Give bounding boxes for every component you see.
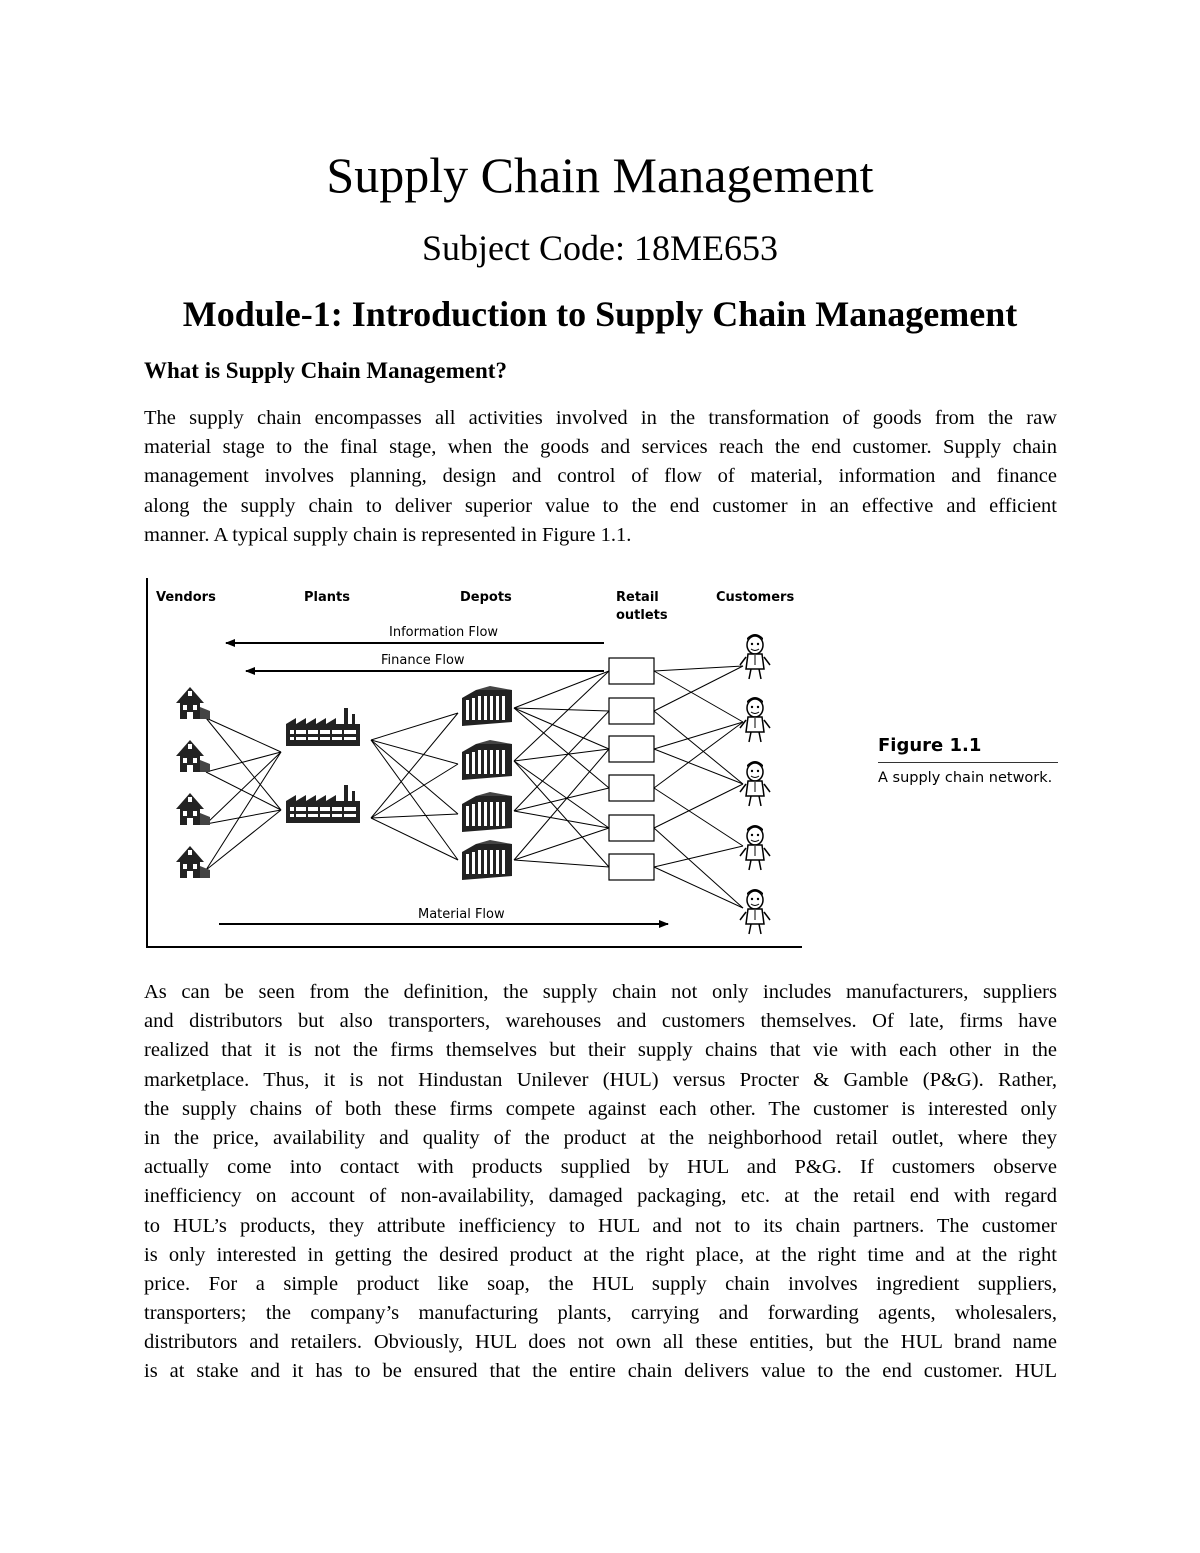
label-retail-outlets: outlets	[616, 608, 668, 623]
depot-icon	[462, 740, 512, 780]
retail-outlet-box	[609, 736, 654, 762]
customer-icon	[740, 889, 770, 934]
retail-outlet-box	[609, 658, 654, 684]
retail-outlet-box	[609, 775, 654, 801]
intro-paragraph	[144, 404, 1057, 550]
paragraph-line: actually come into contact with products supplied by HUL and P&G. If customers observe	[144, 1156, 1057, 1179]
figure-description: A supply chain network.	[878, 770, 1053, 786]
label-plants: Plants	[304, 590, 350, 605]
paragraph-line: marketplace. Thus, it is not Hindustan Unilever (HUL) versus Procter & Gamble (P&G). Rather,	[144, 1068, 1057, 1091]
depot-icon	[462, 840, 512, 880]
vendor-icon	[176, 846, 210, 878]
paragraph-line: is only interested in getting the desired product at the right place, at the right time and at the right	[144, 1243, 1057, 1266]
supply-chain-diagram	[146, 578, 802, 949]
label-finance-flow: Finance Flow	[381, 653, 465, 668]
paragraph-line: distributors and retailers. Obviously, HUL does not own all these entities, but the HUL brand name	[144, 1331, 1057, 1354]
customer-icon	[740, 697, 770, 742]
vendor-plant-links	[206, 718, 281, 870]
label-depots: Depots	[460, 590, 512, 605]
paragraph-line: along the supply chain to deliver superior value to the end customer in an effective and efficient	[144, 494, 1057, 517]
paragraph-line: The supply chain encompasses all activities involved in the transformation of goods from the raw	[144, 407, 1057, 429]
paragraph-line: price. For a simple product like soap, the HUL supply chain involves ingredient suppliers,	[144, 1272, 1057, 1295]
vendor-icon	[176, 793, 210, 825]
vendor-icon	[176, 687, 210, 719]
plant-icon	[286, 708, 360, 746]
depot-icon	[462, 792, 512, 832]
retail-outlet-box	[609, 698, 654, 724]
module-heading: Module-1: Introduction to Supply Chain Management	[182, 294, 1018, 334]
customer-icon	[740, 634, 770, 679]
paragraph-line: in the price, availability and quality of the product at the neighborhood retail outlet, where they	[144, 1126, 1057, 1149]
section-heading: What is Supply Chain Management?	[144, 358, 507, 383]
retail-customer-links	[654, 666, 743, 908]
vendor-icon	[176, 740, 210, 772]
plant-icon	[286, 785, 360, 823]
paragraph-line: material stage to the final stage, when the goods and services reach the end customer. Supply chain	[144, 436, 1057, 459]
label-material-flow: Material Flow	[418, 907, 505, 922]
figure-number: Figure 1.1	[878, 733, 1058, 763]
figure-caption	[878, 733, 1058, 789]
plant-depot-links	[371, 713, 458, 860]
paragraph-line: management involves planning, design and control of flow of material, information and finance	[144, 465, 1057, 488]
paragraph-line: manner. A typical supply chain is represented in Figure 1.1.	[144, 523, 632, 546]
paragraph-line: inefficiency on account of non-availability, damaged packaging, etc. at the retail end with regard	[144, 1185, 1057, 1208]
paragraph-line: the supply chains of both these firms compete against each other. The customer is interested only	[144, 1097, 1057, 1120]
paragraph-line: transporters; the company’s manufacturing plants, carrying and forwarding agents, wholesalers,	[144, 1302, 1057, 1325]
paragraph-line: As can be seen from the definition, the supply chain not only includes manufacturers, suppliers	[144, 981, 1057, 1003]
document-title: Supply Chain Management	[326, 147, 874, 203]
label-information-flow: Information Flow	[389, 625, 499, 640]
paragraph-line: and distributors but also transporters, warehouses and customers themselves. Of late, firms have	[144, 1010, 1057, 1033]
depot-icon	[462, 686, 512, 726]
body-paragraph	[144, 978, 1057, 1387]
label-vendors: Vendors	[156, 590, 216, 605]
customer-icon	[740, 825, 770, 870]
supply-chain-network-figure	[146, 578, 802, 949]
customer-icon	[740, 761, 770, 806]
label-customers: Customers	[716, 590, 795, 605]
paragraph-line: to HUL’s products, they attribute inefficiency to HUL and not to its chain partners. The customer	[144, 1214, 1057, 1237]
retail-outlet-box	[609, 854, 654, 880]
depot-retail-links	[514, 671, 609, 867]
paragraph-line: realized that it is not the firms themselves but their supply chains that vie with each other in the	[144, 1039, 1057, 1062]
retail-outlet-box	[609, 815, 654, 841]
label-retail-outlets: Retail	[616, 590, 659, 605]
paragraph-line: is at stake and it has to be ensured that the entire chain delivers value to the end customer. HUL	[144, 1360, 1057, 1383]
subject-code: Subject Code: 18ME653	[422, 228, 778, 268]
